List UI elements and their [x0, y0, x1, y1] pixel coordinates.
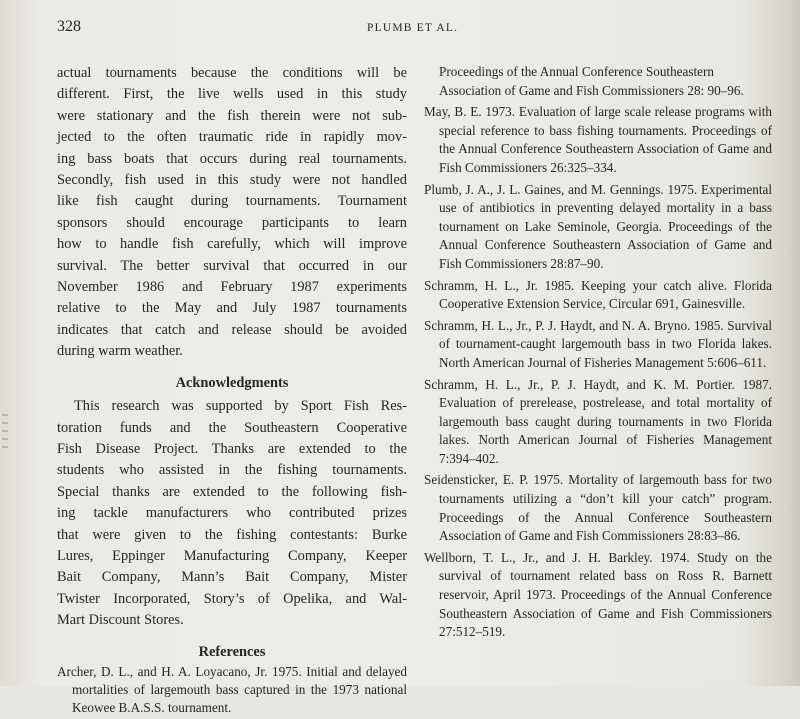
- text-line: Secondly, fish used in this study were not handled: [57, 172, 407, 189]
- text-line: Fish Disease Project. Thanks are extended to the: [57, 440, 407, 457]
- text-line: indicates that catch and release should be avoided: [57, 321, 407, 338]
- text-line: that were given to the fishing contestants: Burke: [57, 526, 407, 543]
- text-line: Twister Incorporated, Story’s of Opelika, and Wal-: [57, 590, 407, 607]
- reference-entry: Schramm, H. L., Jr. 1985. Keeping your catch alive. Florida Cooperative Extension Service, Circular 691, Gainesville.: [424, 277, 772, 312]
- reference-entry: Schramm, H. L., Jr., P. J. Haydt, and K. M. Portier. 1987. Evaluation of prerelease, postrelease, and total mortality of largemouth bass caught during tournaments in two Florida lakes. North American Journal of Fisheries Management 7:394–402.: [424, 376, 772, 466]
- page-number: 328: [57, 18, 81, 35]
- text-line: jected to the often traumatic ride in rapidly mov-: [57, 129, 407, 146]
- margin-scan-marks: [2, 408, 20, 454]
- scan-mark: [2, 430, 8, 432]
- acknowledgments-paragraph: [57, 396, 407, 631]
- text-line: different. First, the live wells used in this study: [57, 86, 407, 103]
- reference-entry: Plumb, J. A., J. L. Gaines, and M. Gennings. 1975. Experimental use of antibiotics in preventing delayed mortality in a bass tournament on Lake Seminole, Georgia. Proceedings of the Annual Conference Southeastern Association of Game and Fish Commissioners 28:87–90.: [424, 181, 772, 271]
- text-line: Lures, Eppinger Manufacturing Company, Keeper: [57, 547, 407, 564]
- scan-mark: [2, 446, 8, 448]
- acknowledgments-heading: Acknowledgments: [175, 374, 289, 391]
- discussion-paragraph: [57, 63, 407, 363]
- text-line: during warm weather.: [57, 343, 183, 360]
- text-line: relative to the May and July 1987 tournaments: [57, 300, 407, 317]
- reference-continuation: Proceedings of the Annual Conference Southeastern Association of Game and Fish Commissioners 28: 90–96.: [439, 64, 744, 98]
- text-line: were stationary and the fish therein were not sub-: [57, 107, 407, 124]
- text-line: ing tackle manufacturers who contributed prizes: [57, 505, 407, 522]
- text-line: how to handle fish carefully, which will improve: [57, 236, 407, 253]
- reference-entry: May, B. E. 1973. Evaluation of large scale release programs with special reference to bass fishing tournaments. Proceedings of the Annual Conference Southeastern Association of Game and Fish Commissioners 26:325–334.: [424, 104, 772, 175]
- text-line: November 1986 and February 1987 experiments: [57, 279, 407, 296]
- scan-mark: [2, 414, 8, 416]
- text-line: like fish caught during tournaments. Tournament: [57, 193, 407, 210]
- text-line: toration funds and the Southeastern Cooperative: [57, 419, 407, 436]
- text-line: actual tournaments because the conditions will be: [57, 65, 407, 81]
- scan-mark: [2, 422, 8, 424]
- references-list-left: [57, 663, 407, 717]
- text-line: sponsors should encourage participants to learn: [57, 214, 407, 231]
- reference-entry: Seidensticker, E. P. 1975. Mortality of largemouth bass for two tournaments utilizing a “don’t kill your catch” program. Proceedings of the Annual Conference Southeastern Association of Game and Fish Commissioners 28:83–86.: [424, 472, 772, 544]
- text-line: This research was supported by Sport Fish Res-: [74, 398, 407, 415]
- reference-entry: Archer, D. L., and H. A. Loyacano, Jr. 1975. Initial and delayed mortalities of largemouth bass captured in the 1973 national Keowee B.A.S.S. tournament.: [57, 663, 407, 715]
- text-line: Mart Discount Stores.: [57, 612, 184, 629]
- running-head: PLUMB ET AL.: [367, 22, 459, 34]
- text-line: Bait Company, Mann’s Bait Company, Mister: [57, 569, 407, 586]
- text-line: survival. The better survival that occurred in our: [57, 257, 407, 274]
- reference-entry: Wellborn, T. L., Jr., and J. H. Barkley. 1974. Study on the survival of tournament related bass on Ross R. Barnett reservoir, April 1973. Proceedings of the Annual Conference Southeastern Association of Game and Fish Commissioners 27:512–519.: [424, 549, 772, 640]
- text-line: Special thanks are extended to the following fish-: [57, 483, 407, 500]
- references-heading: References: [198, 643, 266, 660]
- right-column: [424, 63, 772, 645]
- scan-mark: [2, 438, 8, 440]
- text-line: ing bass boats that occurs during real tournaments.: [57, 150, 407, 167]
- left-column: [57, 63, 407, 719]
- text-line: students who assisted in the fishing tournaments.: [57, 462, 407, 479]
- reference-entry: Schramm, H. L., Jr., P. J. Haydt, and N. A. Bryno. 1985. Survival of tournament-caught largemouth bass in two Florida lakes. North American Journal of Fisheries Management 5:606–611.: [424, 317, 772, 370]
